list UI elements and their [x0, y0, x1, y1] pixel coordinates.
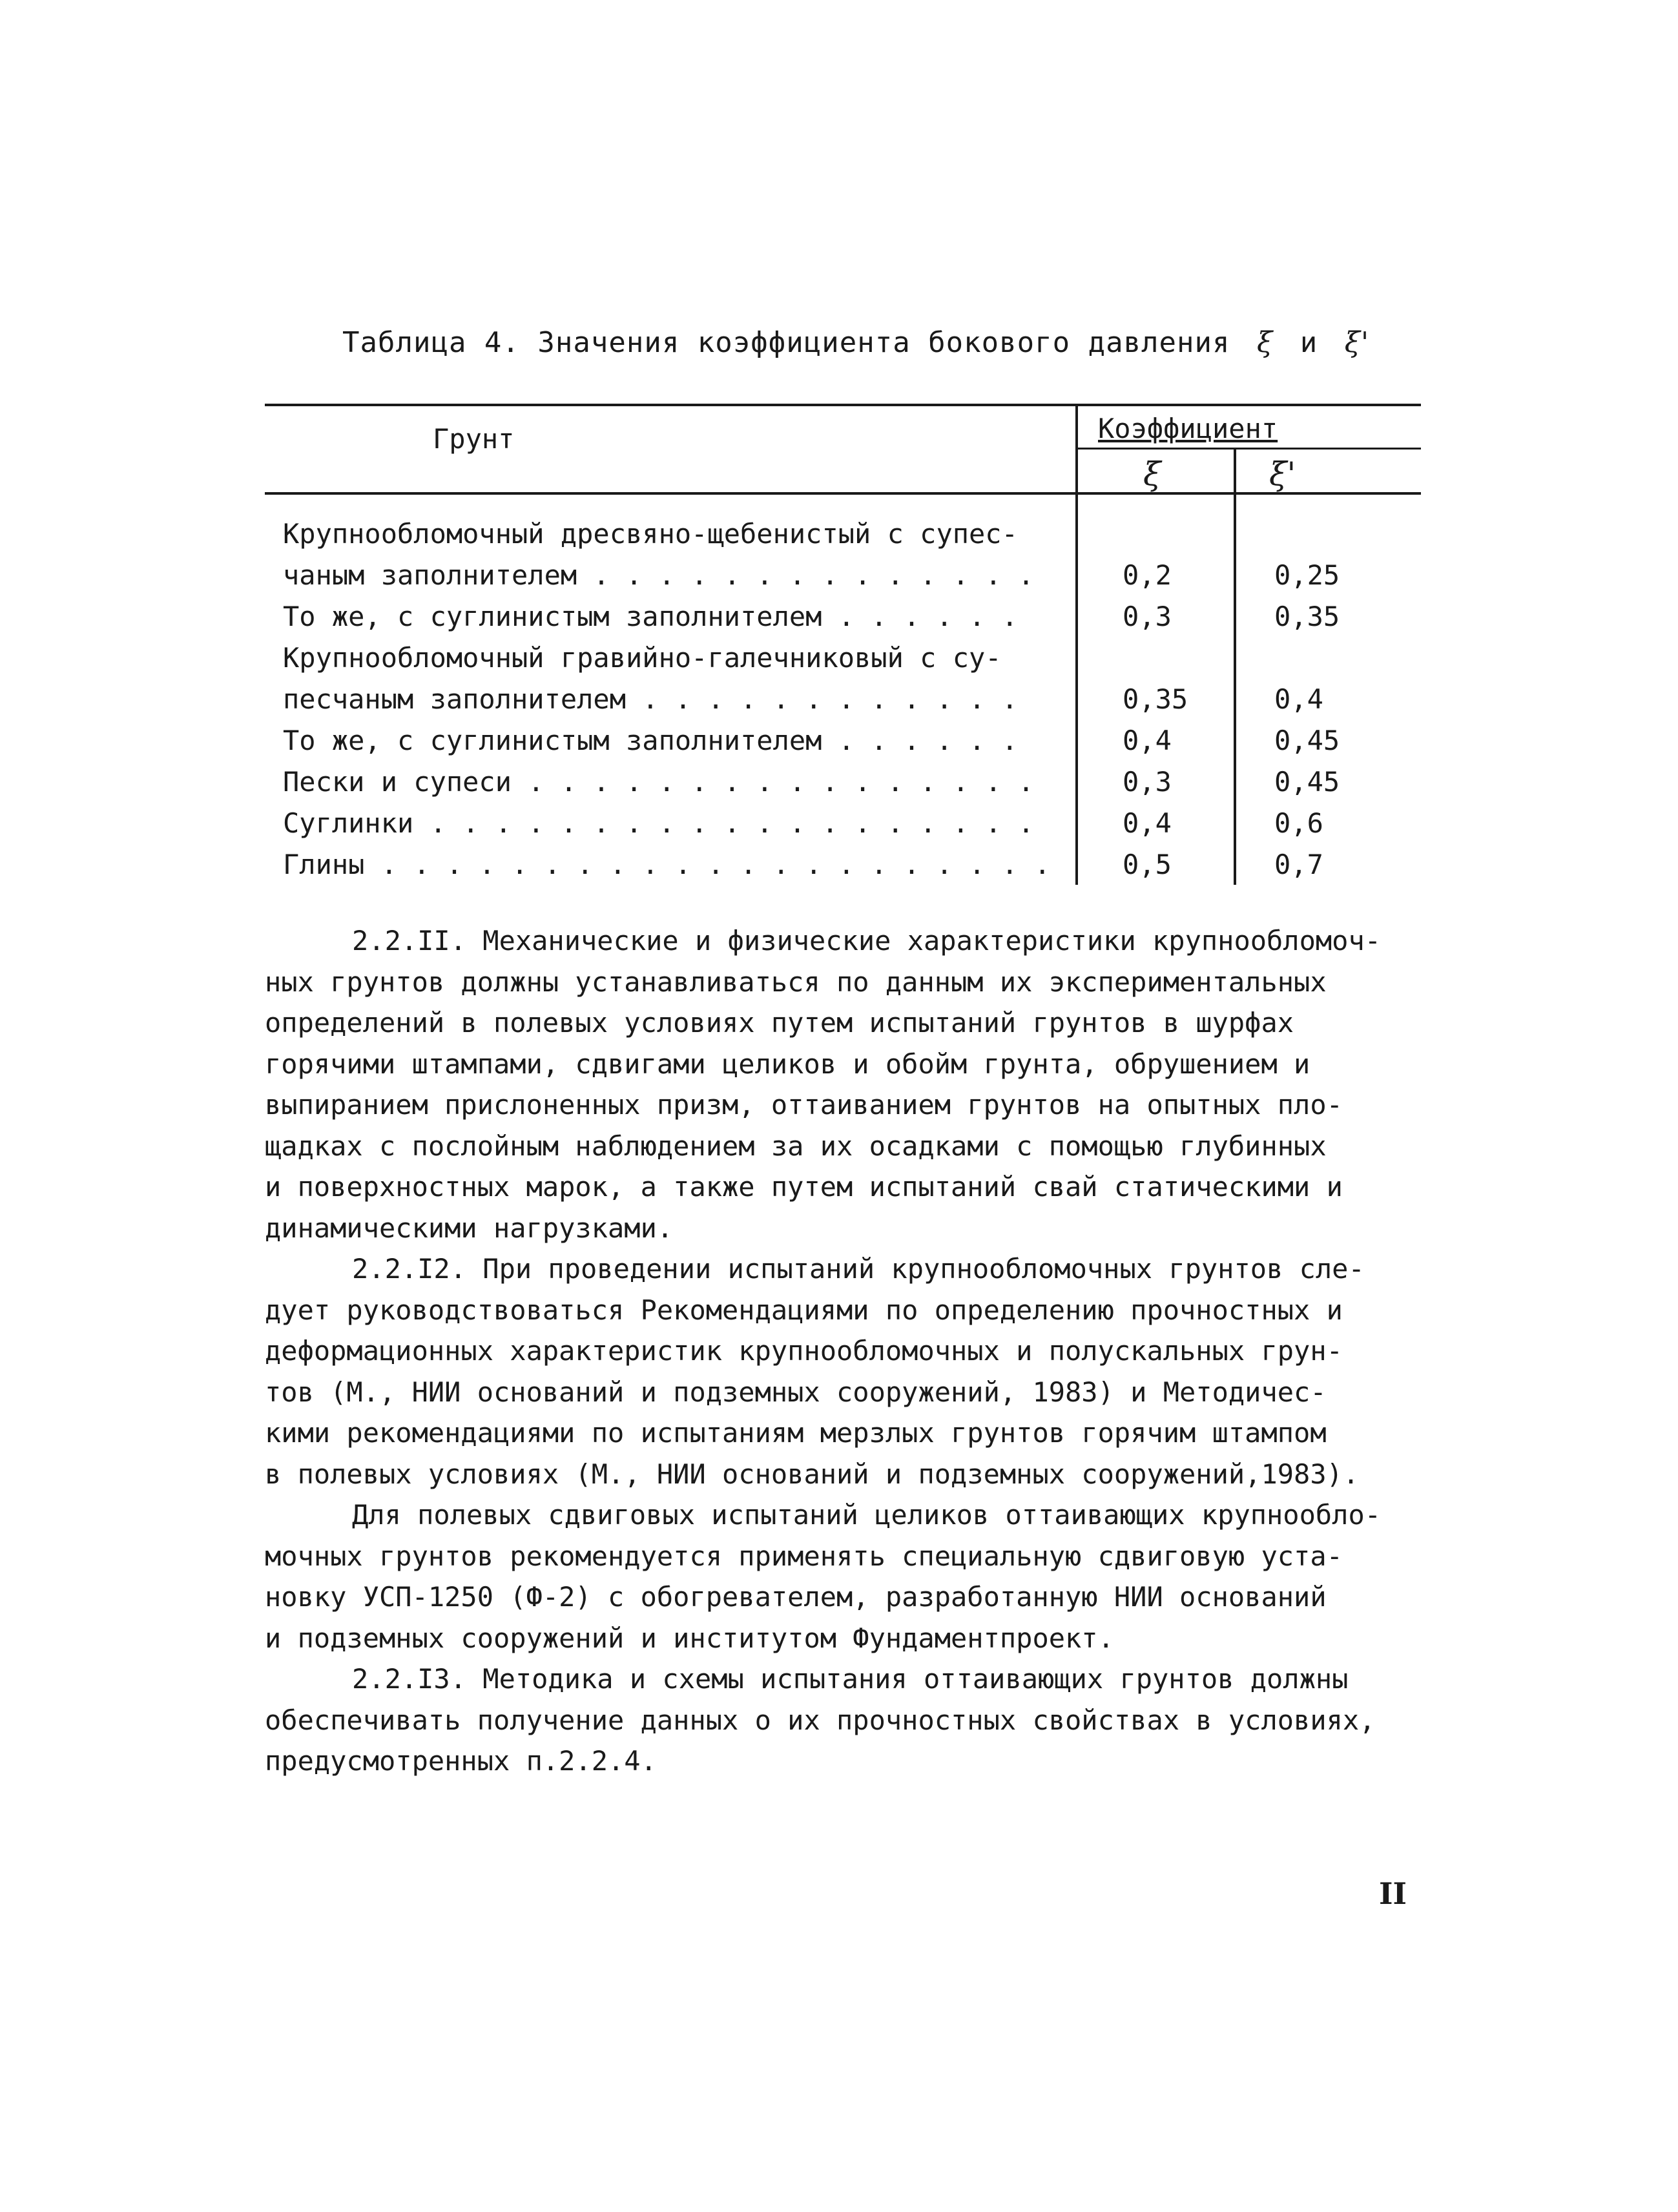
text-line: предусмотренных п.2.2.4. — [265, 1745, 657, 1777]
table-body — [283, 513, 1420, 885]
coefficient-underline — [1075, 448, 1421, 450]
text-line: новку УСП-1250 (Ф-2) с обогревателем, разработанную НИИ оснований — [265, 1581, 1327, 1613]
header-xi: ξ — [1143, 455, 1161, 493]
row-value-xi: 0,3 — [1123, 601, 1172, 632]
text-line: щадках с послойным наблюдением за их осадками с помощью глубинных — [265, 1130, 1327, 1162]
table-row — [283, 679, 1420, 720]
table-row — [283, 720, 1420, 761]
text-line: в полевых условиях (М., НИИ оснований и подземных сооружений,1983). — [265, 1458, 1360, 1490]
header-coefficient: Коэффициент — [1098, 413, 1278, 444]
row-value-xi-prime: 0,7 — [1274, 849, 1323, 880]
table-row — [283, 513, 1420, 555]
table-row — [283, 637, 1420, 679]
paragraph-2-2-11 — [265, 920, 1427, 1248]
coefficient-table — [265, 404, 1421, 885]
body-text — [265, 920, 1427, 1782]
row-soil-name-cont: чаным заполнителем . . . . . . . . . . . . . . — [283, 559, 1035, 591]
paragraph-shear-tests — [265, 1494, 1427, 1659]
table-row — [283, 596, 1420, 637]
row-value-xi-prime: 0,25 — [1274, 559, 1340, 591]
text-line: 2.2.II. Механические и физические характеристики крупнообломоч- — [352, 925, 1382, 956]
text-line: определений в полевых условиях путем испытаний грунтов в шурфах — [265, 1007, 1294, 1039]
row-value-xi: 0,4 — [1123, 725, 1172, 756]
row-value-xi-prime: 0,45 — [1274, 766, 1340, 798]
row-value-xi-prime: 0,35 — [1274, 601, 1340, 632]
caption-symbol-xi: ξ — [1257, 326, 1274, 359]
table-row — [283, 844, 1420, 885]
header-xi-prime: ξ' — [1269, 455, 1296, 493]
text-line: и поверхностных марок, а также путем испытаний свай статическими и — [265, 1171, 1343, 1203]
text-line: 2.2.I2. При проведении испытаний крупнообломочных грунтов сле- — [352, 1253, 1365, 1285]
caption-text: Таблица 4. Значения коэффициента бокового давления — [342, 326, 1230, 359]
text-line: деформационных характеристик крупнообломочных и полускальных грун- — [265, 1335, 1343, 1367]
row-soil-name: То же, с суглинистым заполнителем . . . . . . — [283, 725, 1018, 756]
table-caption — [342, 326, 1378, 359]
text-line: Для полевых сдвиговых испытаний целиков оттаивающих крупнообло- — [352, 1499, 1382, 1531]
text-line: мочных грунтов рекомендуется применять специальную сдвиговую уста- — [265, 1540, 1343, 1572]
paragraph-2-2-13 — [265, 1659, 1427, 1782]
text-line: дует руководствоваться Рекомендациями по определению прочностных и — [265, 1294, 1343, 1326]
row-value-xi: 0,2 — [1123, 559, 1172, 591]
row-value-xi-prime: 0,6 — [1274, 807, 1323, 839]
caption-symbol-xi-prime: ξ' — [1344, 326, 1370, 359]
text-line: горячими штампами, сдвигами целиков и обойм грунта, обрушением и — [265, 1048, 1310, 1080]
row-soil-name: Крупнообломочный гравийно-галечниковый с су- — [283, 642, 1002, 674]
table-row — [283, 803, 1420, 844]
row-value-xi: 0,4 — [1123, 807, 1172, 839]
row-soil-name: То же, с суглинистым заполнителем . . . . . . — [283, 601, 1018, 632]
row-value-xi: 0,3 — [1123, 766, 1172, 798]
text-line: и подземных сооружений и институтом Фундаментпроект. — [265, 1622, 1114, 1654]
row-soil-name-cont: песчаным заполнителем . . . . . . . . . . . . — [283, 683, 1018, 715]
paragraph-2-2-12 — [265, 1248, 1427, 1494]
row-soil-name: Суглинки . . . . . . . . . . . . . . . . . . . — [283, 807, 1035, 839]
row-value-xi: 0,35 — [1123, 683, 1188, 715]
caption-conjunction: и — [1300, 326, 1318, 359]
text-line: выпиранием прислоненных призм, оттаиванием грунтов на опытных пло- — [265, 1089, 1343, 1121]
table-top-rule — [265, 404, 1421, 406]
header-soil: Грунт — [433, 423, 515, 455]
row-value-xi-prime: 0,45 — [1274, 725, 1340, 756]
text-line: динамическими нагрузками. — [265, 1212, 674, 1244]
row-soil-name: Крупнообломочный дресвяно-щебенистый с супес- — [283, 518, 1018, 550]
text-line: ных грунтов должны устанавливаться по данным их экспериментальных — [265, 966, 1327, 998]
text-line: тов (М., НИИ оснований и подземных сооружений, 1983) и Методичес- — [265, 1376, 1327, 1408]
text-line: обеспечивать получение данных о их прочностных свойствах в условиях, — [265, 1704, 1376, 1736]
row-value-xi: 0,5 — [1123, 849, 1172, 880]
table-row — [283, 761, 1420, 803]
header-bottom-rule — [265, 492, 1421, 495]
table-row — [283, 555, 1420, 596]
page-number: II — [1379, 1876, 1407, 1911]
row-soil-name: Пески и супеси . . . . . . . . . . . . . . . . — [283, 766, 1035, 798]
row-value-xi-prime: 0,4 — [1274, 683, 1323, 715]
row-soil-name: Глины . . . . . . . . . . . . . . . . . . . . . — [283, 849, 1051, 880]
text-line: кими рекомендациями по испытаниям мерзлых грунтов горячим штампом — [265, 1417, 1327, 1449]
text-line: 2.2.I3. Методика и схемы испытания оттаивающих грунтов должны — [352, 1663, 1349, 1695]
